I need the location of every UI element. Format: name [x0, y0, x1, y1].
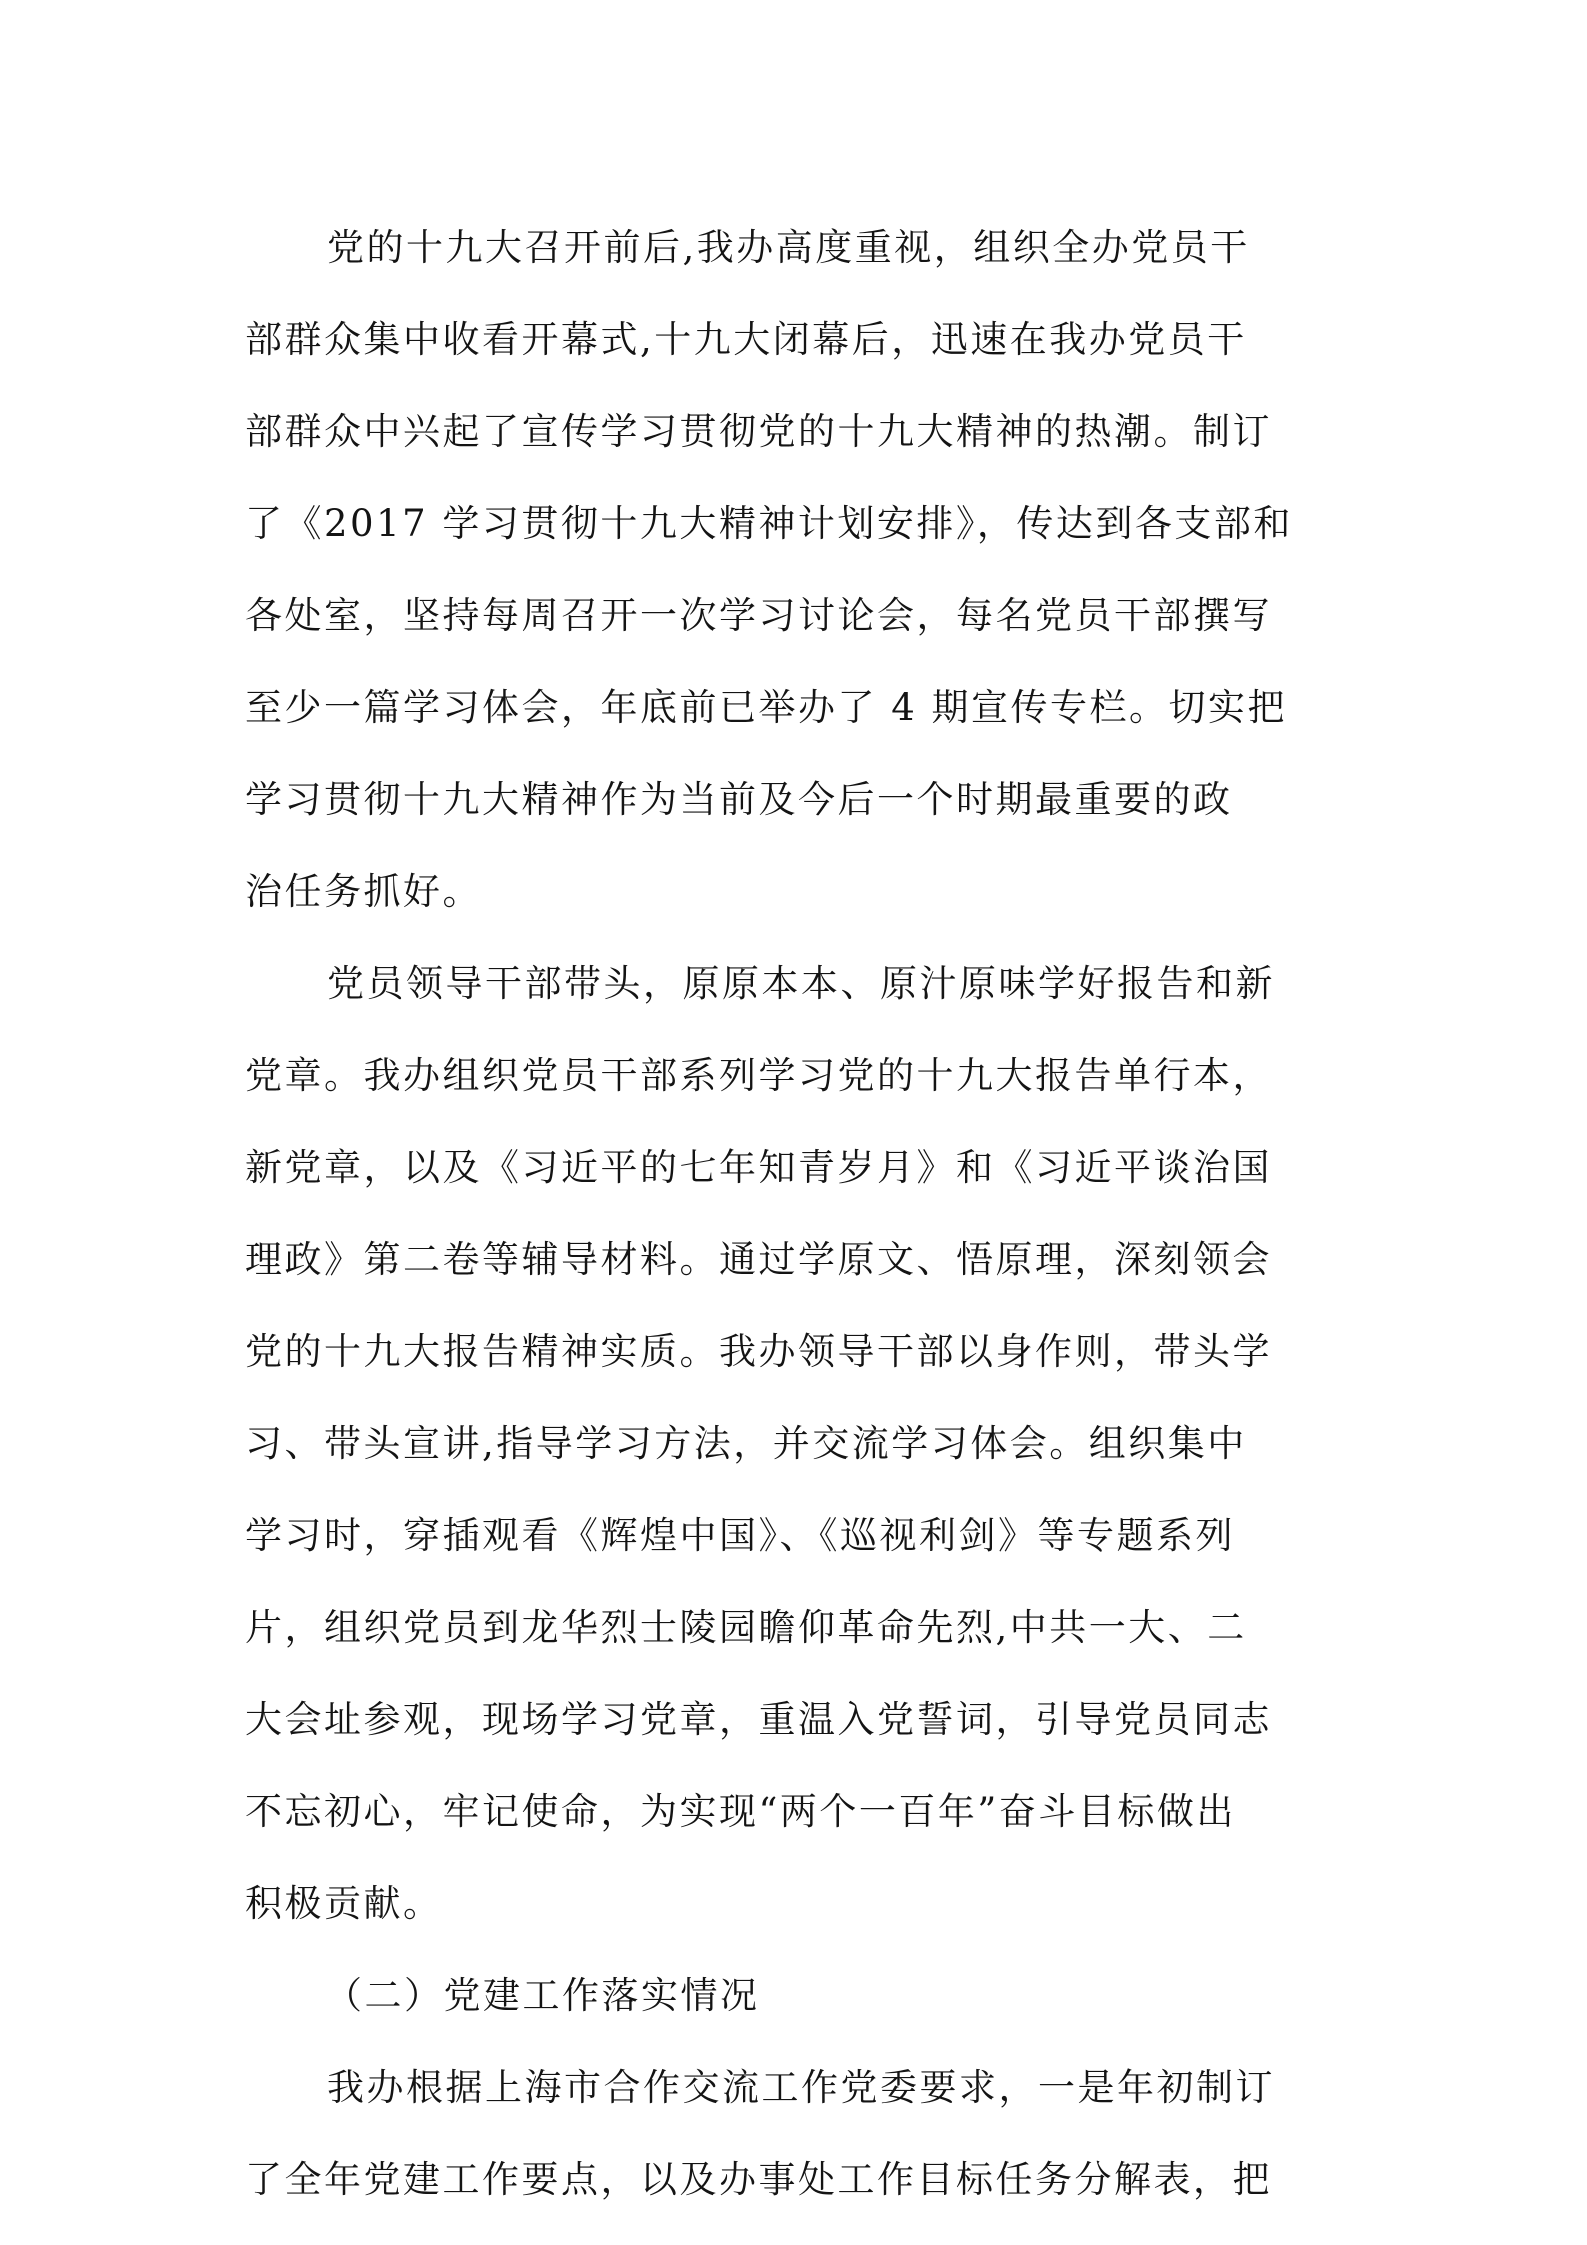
text-line: 党的十九大报告精神实质。我办领导干部以身作则，带头学: [245, 1330, 1272, 1373]
text-line: 各处室，坚持每周召开一次学习讨论会，每名党员干部撰写: [245, 594, 1272, 637]
paragraph-3: [245, 2042, 1345, 2226]
text-line: 我办根据上海市合作交流工作党委要求，一是年初制订: [327, 2066, 1275, 2109]
text-line: 学习贯彻十九大精神作为当前及今后一个时期最重要的政: [245, 778, 1233, 821]
section-heading: （二）党建工作落实情况: [325, 1974, 760, 2017]
text-line: 党章。我办组织党员干部系列学习党的十九大报告单行本，: [245, 1054, 1272, 1097]
text-line: 了全年党建工作要点，以及办事处工作目标任务分解表，把: [245, 2158, 1272, 2201]
text-line: 党的十九大召开前后,我办高度重视，组织全办党员干: [327, 226, 1250, 269]
text-line: 治任务抓好。: [245, 870, 482, 913]
body-text: [245, 202, 1345, 2226]
paragraph-2: [245, 938, 1345, 1950]
text-line: 片，组织党员到龙华烈士陵园瞻仰革命先烈,中共一大、二: [245, 1606, 1247, 1649]
text-line: 党员领导干部带头，原原本本、原汁原味学好报告和新: [327, 962, 1275, 1005]
text-line: 部群众中兴起了宣传学习贯彻党的十九大精神的热潮。制订: [245, 410, 1272, 453]
text-line: 大会址参观，现场学习党章，重温入党誓词，引导党员同志: [245, 1698, 1272, 1741]
text-line: 部群众集中收看开幕式,十九大闭幕后，迅速在我办党员干: [245, 318, 1247, 361]
text-line: 学习时，穿插观看《辉煌中国》、《巡视利剑》等专题系列: [245, 1514, 1235, 1557]
text-line: 不忘初心，牢记使命，为实现“两个一百年”奋斗目标做出: [245, 1790, 1236, 1833]
text-line: 新党章，以及《习近平的七年知青岁月》和《习近平谈治国: [245, 1146, 1272, 1189]
text-line: 理政》第二卷等辅导材料。通过学原文、悟原理，深刻领会: [245, 1238, 1272, 1281]
paragraph-1: [245, 202, 1345, 938]
text-line: 习、带头宣讲,指导学习方法，并交流学习体会。组织集中: [245, 1422, 1247, 1465]
text-line: 积极贡献。: [245, 1882, 443, 1925]
text-line: 至少一篇学习体会，年底前已举办了 4 期宣传专栏。切实把: [245, 686, 1288, 729]
text-line: 了《2017 学习贯彻十九大精神计划安排》，传达到各支部和: [245, 502, 1293, 545]
